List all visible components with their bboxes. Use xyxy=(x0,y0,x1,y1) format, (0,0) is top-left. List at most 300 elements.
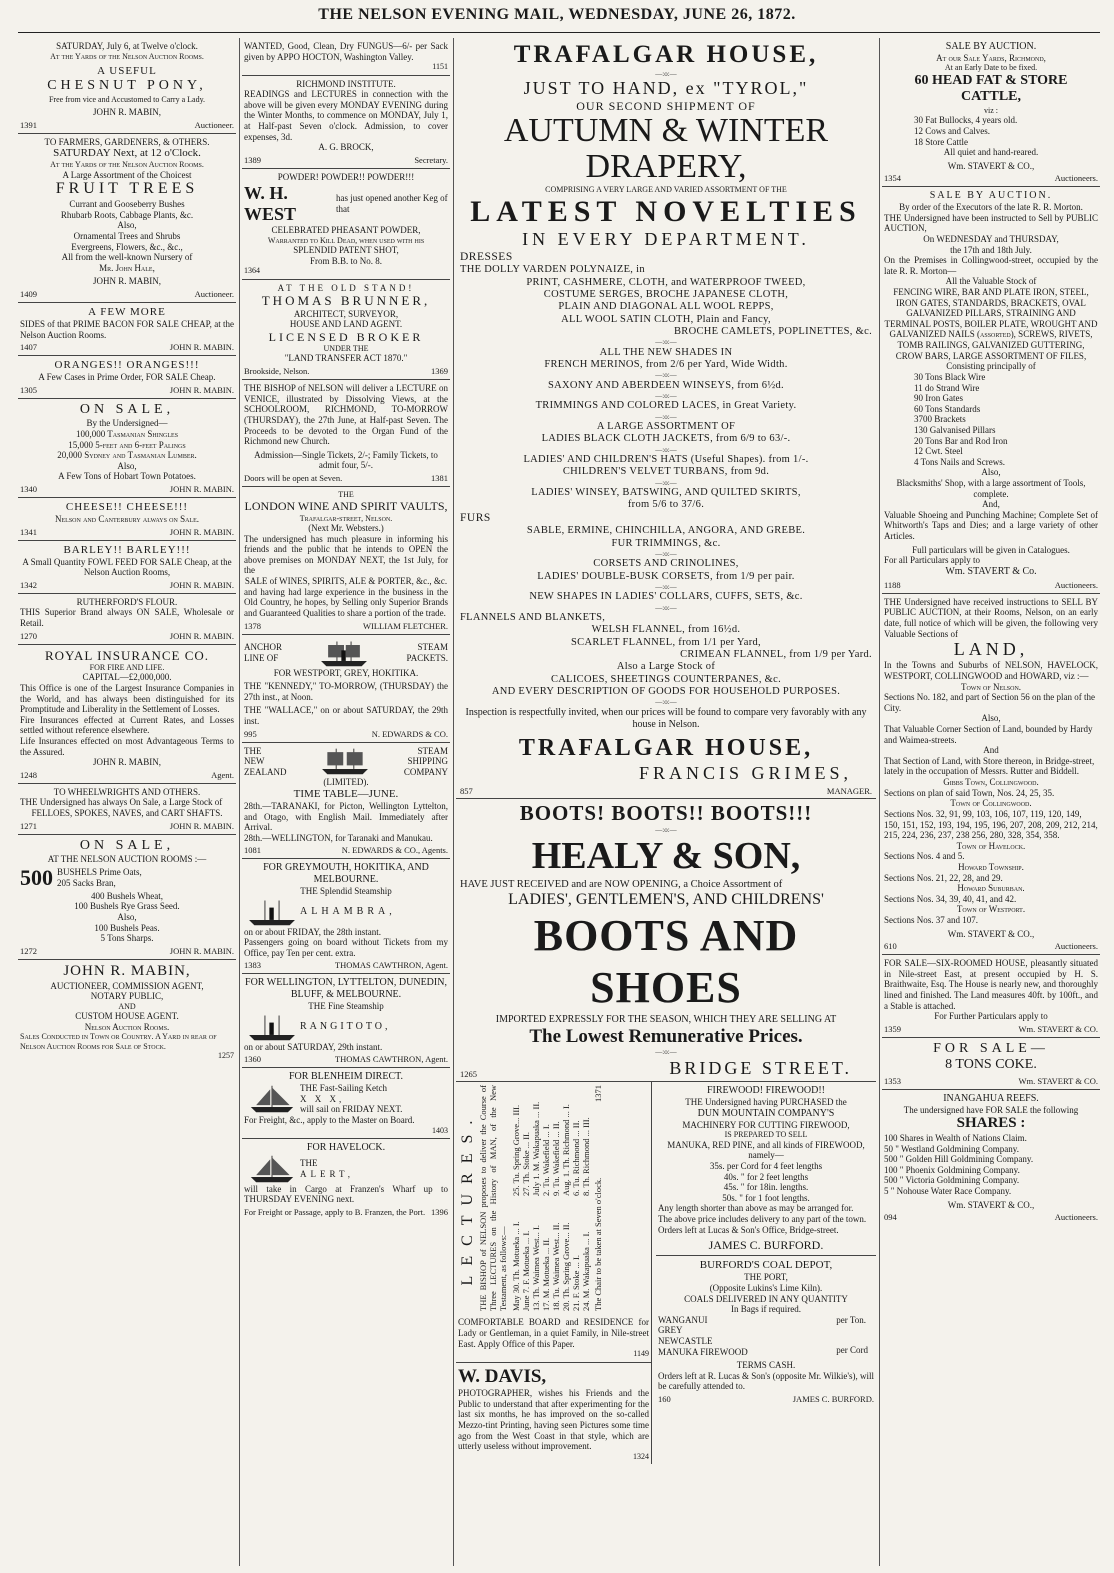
share-item: 500 " Victoria Goldmining Company. xyxy=(884,1175,1020,1186)
ad-line: LINE OF xyxy=(244,652,279,663)
share-item: 100 Shares in Wealth of Nations Claim. xyxy=(884,1133,1027,1144)
ad-number: 1257 xyxy=(218,1051,234,1061)
ad-line: Nelson Auction Rooms. xyxy=(84,1021,170,1032)
ad-number: 1364 xyxy=(244,266,260,276)
ad-line: Admission—Single Tickets, 2/-; Family Tickets, to admit four, 5/-. xyxy=(254,449,438,471)
ad-number: 1324 xyxy=(633,1451,649,1461)
ad-royal-insurance xyxy=(18,645,236,784)
price-line: 40s. " for 2 feet lengths xyxy=(723,1171,809,1182)
ad-body: Life Insurances effected on most Advantageous Terms to the Assured. xyxy=(20,736,234,757)
ad-line: IS PREPARED TO SELL xyxy=(724,1130,808,1140)
ad-line: Trafalgar-street, Nelson. xyxy=(299,513,393,523)
ad-body: Sales Conducted in Town or Country. A Yard in rear of Nelson Auction Rooms for Sale of Stock. xyxy=(20,1032,217,1051)
ad-fungus xyxy=(242,38,450,76)
ad-body: READINGS and LECTURES in connection with the above will be given every MONDAY EVENING during the Winter Months, to commence on MONDAY, July 1, at Half-past Seven o'clock. Admission, to cover expenses, 3d. xyxy=(244,89,448,142)
ad-line: Consisting principally of xyxy=(946,361,1036,372)
ad-cattle-auction xyxy=(882,38,1100,187)
ad-number: 1378 xyxy=(244,620,261,631)
ad-line: ALL WOOL SATIN CLOTH, Plain and Fancy, xyxy=(561,313,771,325)
ad-inangahua-reefs xyxy=(882,1090,1100,1225)
ad-number: 160 xyxy=(658,1394,671,1405)
ad-body: Fire Insurances effected at Current Rates, and Losses settled without reference elsewhere. xyxy=(20,714,234,736)
ad-line: AND xyxy=(118,1001,136,1011)
ad-head: INANGAHUA REEFS. xyxy=(943,1092,1039,1104)
ad-line: Sections Nos. 37 and 107. xyxy=(884,915,978,925)
ad-line: CHILDREN'S VELVET TURBANS, from 9d. xyxy=(562,466,770,478)
lecture-entry: 8. Th. Richmond ... III. xyxy=(581,1117,592,1197)
ad-signature: JOHN R. MABIN. xyxy=(169,342,234,353)
lecture-entry: June 7. F. Motueka ... I. xyxy=(520,1231,531,1312)
ad-line: "LAND TRANSFER ACT 1870." xyxy=(284,353,408,364)
ad-morton-auction xyxy=(882,187,1100,593)
lecture-list xyxy=(511,1085,591,1196)
ad-signature: WILLIAM FLETCHER. xyxy=(363,620,448,631)
ad-number: 094 xyxy=(884,1212,897,1223)
ad-line: THE PORT, xyxy=(744,1272,788,1283)
ad-line: OUR SECOND SHIPMENT OF xyxy=(576,98,756,113)
ad-bishop-lecture xyxy=(242,380,450,487)
ad-line: Sections Nos. 32, 91, 99, 103, 106, 107, 119, 120, 149, 150, 151, 152, 193, 194, 195, 196, 207, 208, 209, 212, 214, 215, 224, 236, 237, 238 256, 280, 328, 354, 358. xyxy=(884,808,1098,841)
ad-line: Sections No. 182, and part of Section 56 on the plan of the City. xyxy=(884,692,1095,713)
ad-signature: Wm. STAVERT & CO., xyxy=(947,1199,1035,1210)
lecture-entry: 20. Th. Spring Grove... II. xyxy=(561,1222,571,1312)
ad-line: CALICOES, SHEETINGS COUNTERPANES, &c. xyxy=(550,673,782,685)
ad-line: 15,000 5-feet and 6-feet Palings xyxy=(68,439,186,450)
lecture-entry: 21. F. Stoke ... I. xyxy=(571,1255,582,1312)
ad-wine-vaults xyxy=(242,487,450,635)
ad-number: 1389 xyxy=(244,154,261,165)
ad-signature: JAMES C. BURFORD. xyxy=(792,1394,874,1405)
ad-body: THE BISHOP of NELSON proposes to deliver the Course of Three LECTURES on the History of MAN, of the New Testament, as follows:— xyxy=(477,1085,508,1312)
ad-body: THE "KENNEDY," TO-MORROW, (THURSDAY) the 27th inst., at Noon. xyxy=(244,681,448,702)
ad-number: 1149 xyxy=(633,1349,649,1359)
steamship-icon xyxy=(244,1012,300,1042)
ad-line: FELLOES, SPOKES, NAVES, and CART SHAFTS. xyxy=(31,808,223,819)
separator: —:o:— xyxy=(655,1047,677,1056)
ad-line: NEW xyxy=(244,756,265,767)
ad-head: SALE BY AUCTION. xyxy=(945,41,1037,52)
ad-line: By the Undersigned— xyxy=(86,418,168,429)
ad-line: THE DOLLY VARDEN POLYNAIZE, in xyxy=(460,264,645,276)
ad-oats xyxy=(18,835,236,960)
ad-line: At our Sale Yards, Richmond, xyxy=(936,52,1046,63)
ad-body: Orders left at R. Lucas & Son's (opposite Mr. Wilkie's), will be carefully attended to. xyxy=(658,1370,874,1392)
ad-line: Also, xyxy=(117,460,137,471)
ad-number: 1081 xyxy=(244,845,261,856)
ad-line: The Chair to be taken at Seven o'clock. xyxy=(593,1178,604,1312)
ad-role: MANAGER. xyxy=(826,785,872,796)
ad-role: Auctioneers. xyxy=(1054,173,1098,184)
ad-line: FOR WESTPORT, GREY, HOKITIKA. xyxy=(273,667,419,678)
lecture-entry: May 30. Th. Motueka ... I. xyxy=(510,1221,521,1312)
ad-line: Rhubarb Roots, Cabbage Plants, &c. xyxy=(60,209,194,220)
ad-line: And, xyxy=(982,499,1000,510)
share-item: 500 " Golden Hill Goldmining Company. xyxy=(884,1154,1034,1165)
ad-line: the 17th and 18th July. xyxy=(950,244,1032,255)
ad-role: Agent. xyxy=(211,769,234,780)
ad-line: THE Fine Steamship xyxy=(308,1001,384,1012)
ad-line: STEAM xyxy=(417,641,448,652)
separator: —:o:— xyxy=(655,445,677,454)
ad-body: and having had large experience in the business in the Old Country, he hopes, by Selling only Superior Brands and Guaranteed Qualities to share a portion of the trade. xyxy=(244,586,448,618)
ad-body: Orders left at Lucas & Son's Office, Bridge-street. xyxy=(658,1224,839,1235)
ad-line: 205 Sacks Bran, xyxy=(57,877,116,888)
ad-line: COSTUME SERGES, BROCHE JAPANESE CLOTH, xyxy=(543,288,789,300)
ad-line: CELEBRATED PHEASANT POWDER, xyxy=(271,225,421,236)
ad-title: CHESNUT PONY, xyxy=(47,78,207,94)
ad-title: HEALY & SON, xyxy=(531,834,801,877)
ad-line: Gibbs Town, Collingwood. xyxy=(943,777,1039,788)
price-line: 35s. per Cord for 4 feet lengths xyxy=(709,1160,823,1171)
ship-name: RANGITOTO, xyxy=(300,1020,391,1032)
separator: —:o:— xyxy=(655,603,677,612)
ad-line: WELSH FLANNEL, from 16½d. xyxy=(591,624,741,636)
ad-head: A USEFUL xyxy=(97,65,157,78)
ad-powder xyxy=(242,169,450,280)
ad-coal-depot xyxy=(656,1256,876,1407)
masthead: THE NELSON EVENING MAIL, WEDNESDAY, JUNE 26, 1872. xyxy=(318,6,796,23)
ad-line: A Few Tons of Hobart Town Potatoes. xyxy=(58,471,196,482)
ad-line: MANUKA, RED PINE, and all kinds of FIREWOOD, namely— xyxy=(667,1139,865,1161)
ad-line: Also, xyxy=(981,713,1001,724)
ad-brunner xyxy=(242,280,450,380)
ad-signature: FRANCIS GRIMES, xyxy=(638,762,852,783)
ad-line: A LARGE ASSORTMENT OF xyxy=(596,420,736,432)
section-head: DRESSES xyxy=(460,250,513,263)
ad-line: Howard Township. xyxy=(958,861,1024,872)
ad-line: PRINT, CASHMERE, CLOTH, and WATERPROOF TWEED, xyxy=(526,276,806,288)
ad-signature: Wm. STAVERT & CO., xyxy=(947,160,1035,171)
ad-sub: FOR FIRE AND LIFE. xyxy=(89,662,165,672)
ad-line: 100 Bushels Rye Grass Seed. xyxy=(74,901,180,912)
ad-line: Evergreens, Flowers, &c., &c., xyxy=(71,241,183,252)
ad-line: Currant and Gooseberry Bushes xyxy=(69,199,185,210)
ad-head: FOR SALE— xyxy=(933,1040,1049,1056)
ad-firewood xyxy=(656,1082,876,1256)
ad-line: 18 Store Cattle xyxy=(914,136,968,147)
stock-item: 60 Tons Standards xyxy=(914,403,981,414)
ad-line: The undersigned have FOR SALE the following xyxy=(903,1104,1079,1115)
ship-name: ALERT, xyxy=(300,1168,355,1179)
ad-line: IMPORTED EXPRESSLY FOR THE SEASON, WHICH THEY ARE SELLING AT xyxy=(495,1013,837,1025)
ad-line: SABLE, ERMINE, CHINCHILLA, ANGORA, AND GREBE. xyxy=(526,525,806,537)
ad-number: 1369 xyxy=(431,366,448,377)
separator: —:o:— xyxy=(655,549,677,558)
ad-body: THE BISHOP of NELSON will deliver a LECTURE on VENICE, illustrated by Dissolving Views, at the SCHOOLROOM, RICHMOND, TO-MORROW (THURSDAY), the 27th June, at Half-past Seven. The Proceeds to be devoted to the Organ Fund of the Richmond new Church. xyxy=(244,383,448,447)
ad-title: LATEST NOVELTIES xyxy=(470,194,862,228)
ad-head: ON SALE, xyxy=(79,401,175,417)
ad-body: A Few Cases in Prime Order, FOR SALE Cheap. xyxy=(38,372,216,383)
ad-line: ANCHOR xyxy=(244,641,283,652)
separator: —:o:— xyxy=(655,338,677,347)
ad-line: THE xyxy=(338,489,354,499)
ad-line: TERMS CASH. xyxy=(736,1360,796,1371)
ad-line: BRIDGE STREET. xyxy=(669,1058,852,1079)
ad-line: on or about SATURDAY, 29th instant. xyxy=(244,1041,383,1052)
separator: —:o:— xyxy=(655,69,677,78)
lecture-entry: 27. Th. Stoke ... II. xyxy=(520,1132,531,1197)
price-line: 45s. " for 18in. lengths. xyxy=(723,1182,809,1193)
ad-chesnut-pony xyxy=(18,38,236,134)
price-line: 50s. " for 1 foot lengths. xyxy=(722,1192,810,1203)
ad-healy-boots xyxy=(456,799,876,1083)
ad-line: BUSHELS Prime Oats, xyxy=(57,867,142,878)
ad-head: RICHMOND INSTITUTE. xyxy=(296,78,396,89)
ad-line: That Section of Land, with Store thereon, in Bridge-street, lately in the occupation of Messrs. Rutter and Biddell. xyxy=(884,755,1095,777)
ad-number: 1151 xyxy=(432,62,448,72)
ad-head: FIREWOOD! FIREWOOD!! xyxy=(706,1085,826,1097)
ad-head: AT THE OLD STAND! xyxy=(277,282,415,293)
ad-body: 28th.—TARANAKI, for Picton, Wellington Lyttelton, and Otago, with English Mail. Immediately after Arrival. xyxy=(244,800,448,833)
ad-number: 1248 xyxy=(20,769,37,780)
ad-head: FOR HAVELOCK. xyxy=(306,1141,386,1153)
ad-head: TIME TABLE—JUNE. xyxy=(293,788,399,801)
ad-line: ARCHITECT, SURVEYOR, xyxy=(293,308,399,319)
ad-number: 1271 xyxy=(20,820,37,831)
ad-line: At an Early Date to be fixed. xyxy=(944,63,1038,73)
coal-item: MANUKA FIREWOOD xyxy=(658,1346,748,1357)
ad-head: FOR WELLINGTON, LYTTELTON, DUNEDIN, BLUFF, & MELBOURNE. xyxy=(245,977,447,1001)
ad-number: 1381 xyxy=(431,472,448,483)
lower-center-left xyxy=(456,1082,652,1464)
ad-nz-shipping xyxy=(242,743,450,860)
ad-bacon xyxy=(18,303,236,356)
ad-line: CRIMEAN FLANNEL, from 1/9 per Yard. xyxy=(680,648,872,660)
ad-line: COMPRISING A VERY LARGE AND VARIED ASSORTMENT OF THE xyxy=(545,184,787,194)
ad-body: Valuable Shoeing and Punching Machine; Complete Set of Whitworth's Taps and Dies; and a large variety of other Articles. xyxy=(884,509,1098,542)
ad-title: AUTUMN & WINTER DRAPERY, xyxy=(503,112,829,185)
ad-number: 1396 xyxy=(431,1207,448,1217)
ad-body: The above price includes delivery to any part of the town. xyxy=(658,1213,867,1224)
ad-line: 5 Tons Sharps. xyxy=(100,933,154,944)
ad-line: ALL THE NEW SHADES IN xyxy=(599,346,733,358)
ad-number: 857 xyxy=(460,785,473,796)
ad-number: 1341 xyxy=(20,526,37,537)
ad-barley xyxy=(18,541,236,594)
ad-line: MACHINERY FOR CUTTING FIREWOOD, xyxy=(682,1119,850,1130)
ad-title: W. DAVIS, xyxy=(458,1365,547,1387)
column-3 xyxy=(456,38,876,1568)
ad-line: 12 Cows and Calves. xyxy=(914,125,990,136)
ad-body: Passengers going on board without Tickets from my Office, pay Ten per cent. extra. xyxy=(244,937,448,958)
ad-body: This Office is one of the Largest Insurance Companies in the World, and has always been distinguished for its Promptitude and Liberality in the Settlement of Losses. xyxy=(20,682,234,715)
ad-line: The Lowest Remunerative Prices. xyxy=(529,1025,803,1047)
ad-line: LADIES' AND CHILDREN'S HATS (Useful Shapes). from 1/-. xyxy=(523,453,809,465)
steamship-icon xyxy=(244,897,300,927)
lecture-entry: 25. Tu. Spring Grove... III. xyxy=(510,1105,521,1197)
ad-number: 1305 xyxy=(20,384,37,395)
ad-role: Secretary. xyxy=(414,154,448,165)
ad-line: Also, xyxy=(981,467,1001,478)
separator: —:o:— xyxy=(655,698,677,707)
ad-desc: Free from vice and Accustomed to Carry a Lady. xyxy=(48,94,206,104)
ad-line: All from the well-known Nursery of xyxy=(61,252,193,263)
ad-number: 1403 xyxy=(432,1125,448,1135)
ad-signature: JOHN R. MABIN. xyxy=(169,945,234,956)
ad-body: THE Undersigned have received instructions to SELL BY PUBLIC AUCTION, at their Rooms, Nelson, on an early date, full notice of which will be given, the following very Valuable Sections of xyxy=(884,596,1098,639)
ad-line: PACKETS. xyxy=(406,652,448,663)
ad-title: 8 TONS COKE. xyxy=(945,1057,1037,1073)
ad-line: For all Particulars apply to xyxy=(884,555,980,566)
ad-title: THOMAS BRUNNER, xyxy=(261,293,431,309)
ad-line: STEAM xyxy=(417,745,448,756)
lower-center-right xyxy=(652,1082,876,1464)
ad-head: TO WHEELWRIGHTS AND OTHERS. xyxy=(53,786,201,797)
ad-line: AUCTIONEER, COMMISSION AGENT, xyxy=(50,980,204,991)
ad-line: FRENCH MERINOS, from 2/6 per Yard, Wide Width. xyxy=(544,359,788,371)
ad-line: THE Fast-Sailing Ketch xyxy=(300,1083,387,1094)
ad-number: 610 xyxy=(884,941,897,952)
ad-head: SALE BY AUCTION. xyxy=(929,190,1053,202)
ad-house-sale xyxy=(882,955,1100,1038)
ad-line: LADIES', GENTLEMEN'S, AND CHILDRENS' xyxy=(508,891,824,909)
ad-rangitoto xyxy=(242,974,450,1068)
separator: —:o:— xyxy=(655,412,677,421)
ad-line: THE xyxy=(300,1158,318,1169)
coal-item: NEWCASTLE xyxy=(658,1335,713,1346)
ad-place: AT THE NELSON AUCTION ROOMS :— xyxy=(47,854,207,865)
ad-number: 1354 xyxy=(884,173,901,184)
ad-role: Auctioneer. xyxy=(194,288,234,299)
ad-signature: JOHN R. MABIN, xyxy=(92,106,161,117)
ad-title: TRAFALGAR HOUSE, xyxy=(518,735,814,762)
share-list xyxy=(884,1133,1098,1197)
ad-number: 1270 xyxy=(20,630,37,641)
ad-place: At the Yards of the Nelson Auction Rooms. xyxy=(50,160,204,170)
ad-line: Sections on plan of said Town, Nos. 24, 25, 35. xyxy=(884,787,1055,798)
ad-lead: A Large Assortment of the Choicest xyxy=(62,169,192,180)
ad-wheelwrights xyxy=(18,784,236,835)
ad-trafalgar-house xyxy=(456,38,876,799)
ad-number: 995 xyxy=(244,728,257,739)
ad-line: TRIMMINGS AND COLORED LACES, in Great Variety. xyxy=(535,400,797,412)
ad-line: (Next Mr. Websters.) xyxy=(308,523,384,534)
ad-line: AND EVERY DESCRIPTION OF GOODS FOR HOUSEHOLD PURPOSES. xyxy=(491,686,841,698)
column-1 xyxy=(18,38,236,1568)
ad-line: LADIES' DOUBLE-BUSK CORSETS, from 1/9 per pair. xyxy=(537,570,795,582)
ad-body: FOR SALE—SIX-ROOMED HOUSE, pleasantly situated in Nile-street East, at present occupied by H. S. Braithwaite, Esq. The House is nearly new, and thoroughly lined and finished. The Land measures 40ft. by 100ft., and a Stable is attached. xyxy=(884,958,1098,1011)
ad-line: Town of Nelson. xyxy=(960,681,1022,692)
ad-line: In Bags if required. xyxy=(731,1304,801,1315)
ad-signature: JOHN R. MABIN. xyxy=(169,526,234,537)
section-head: FLANNELS AND BLANKETS, xyxy=(460,611,606,623)
stock-item: 4 Tons Nails and Screws. xyxy=(914,456,1005,467)
ad-line: HAVE JUST RECEIVED and are NOW OPENING, a Choice Assortment of xyxy=(460,878,783,890)
ad-line: Also a Large Stock of xyxy=(616,661,716,673)
stock-item: 12 Cwt. Steel xyxy=(914,446,963,457)
ad-head: POWDER! POWDER!! POWDER!!! xyxy=(277,171,415,182)
lecture-entry: 18. Tu. Waimea West... II. xyxy=(550,1222,561,1312)
ad-title: LECTURES. xyxy=(459,1111,476,1286)
section-head: FURS xyxy=(460,511,491,524)
lecture-entry: 13. Th. Waimea West... I. xyxy=(530,1225,541,1312)
ship-name: X X X, xyxy=(300,1093,345,1104)
lecture-entry: 9. Tu. Wakefield ... II. xyxy=(550,1121,561,1197)
ad-line: Town of Westport. xyxy=(956,904,1026,915)
ad-line: THE xyxy=(244,745,262,756)
ad-line: Blacksmiths' Shop, with a large assortment of Tools, complete. xyxy=(896,478,1086,499)
ad-line: will sail on FRIDAY NEXT. xyxy=(300,1104,403,1115)
ad-line: CORSETS AND CRINOLINES, xyxy=(593,558,739,570)
separator: —:o:— xyxy=(655,825,677,834)
ad-role: Auctioneers. xyxy=(1054,579,1098,590)
ad-line: LICENSED BROKER xyxy=(268,329,424,344)
ad-number: 1371 xyxy=(593,1085,604,1103)
ad-head: A FEW MORE xyxy=(88,305,166,318)
lower-center xyxy=(456,1082,876,1464)
ad-line: JUST TO HAND, ex "TYROL," xyxy=(523,77,809,98)
ad-oranges xyxy=(18,356,236,399)
ad-line: 20,000 Sydney and Tasmanian Lumber. xyxy=(57,450,197,461)
ad-line: And xyxy=(983,745,999,756)
lecture-entry: 6. Tu. Richmond ... II. xyxy=(571,1120,582,1197)
ad-head: ROYAL INSURANCE CO. xyxy=(44,647,210,663)
ad-line: UNDER THE xyxy=(323,344,369,354)
ad-head: BARLEY!! BARLEY!!! xyxy=(63,543,191,556)
ad-line: On WEDNESDAY and THURSDAY, xyxy=(923,234,1059,244)
ad-head: BURFORD'S COAL DEPOT, xyxy=(699,1259,833,1272)
ad-board-residence xyxy=(456,1314,652,1362)
ad-line: COALS DELIVERED IN ANY QUANTITY xyxy=(684,1293,848,1304)
ad-body: 28th.—WELLINGTON, for Taranaki and Manukau. xyxy=(244,832,433,843)
ad-line: LADIES' WINSEY, BATSWING, AND QUILTED SKIRTS, xyxy=(531,486,801,498)
ad-line: Sections Nos. 4 and 5. xyxy=(884,851,965,862)
coal-unit: per Cord xyxy=(836,1345,868,1356)
ad-body: On the Premises in Collingwood-street, occupied by the late R. R. Morton— xyxy=(884,255,1098,276)
ad-number: 1360 xyxy=(244,1054,261,1065)
ad-body: PHOTOGRAPHER, wishes his Friends and the Public to understand that after experimenting for the last six months, he has improved on the so-called Mezzo-tint Printing, having seen Pictures some time ago from the West Coast in that style, which are utterly useless without improvement. xyxy=(458,1388,649,1452)
ad-title: 60 HEAD FAT & STORE CATTLE, xyxy=(914,72,1068,105)
ad-line: LADIES BLACK CLOTH JACKETS, from 6/9 to 63/-. xyxy=(541,433,791,445)
ad-line: viz : xyxy=(984,105,998,115)
ad-line: COMPANY xyxy=(403,766,448,777)
ad-head: CHEESE!! CHEESE!!! xyxy=(65,500,189,513)
ad-blenheim xyxy=(242,1068,450,1139)
ad-line: has just opened another Keg of that xyxy=(335,193,448,214)
steamship-icon xyxy=(316,638,372,668)
lecture-entry: 24. M. Wakapuaka ... I. xyxy=(581,1232,592,1312)
ad-line: SHIPPING xyxy=(407,756,448,767)
stock-item: 130 Galvanised Pillars xyxy=(914,424,996,435)
sailing-ship-icon xyxy=(244,1154,300,1184)
stock-item: 30 Tons Black Wire xyxy=(914,371,986,382)
ad-davis-photographer xyxy=(456,1363,652,1465)
ad-coke-sale xyxy=(882,1038,1100,1090)
ad-line: HOUSE AND LAND AGENT. xyxy=(289,319,403,330)
ad-flour xyxy=(18,594,236,645)
ad-body: The undersigned has much pleasure in informing his friends and the public that he intends to OPEN the above premises on MONDAY NEXT, the 1st July, for the xyxy=(244,533,448,576)
ad-line: on or about FRIDAY, the 28th instant. xyxy=(244,926,382,937)
ad-place: At the Yards of the Nelson Auction Rooms. xyxy=(50,51,204,61)
ad-body: Inspection is respectfully invited, when our prices will be found to compare very favorably with any house in Nelson. xyxy=(465,706,867,730)
ad-line: SPLENDID PATENT SHOT, xyxy=(293,245,399,256)
stock-item: 90 Iron Gates xyxy=(914,393,963,404)
ad-role: Auctioneers. xyxy=(1054,941,1098,952)
ad-body: Any length shorter than above as may be arranged for. xyxy=(658,1203,854,1214)
ad-head: ORANGES!! ORANGES!!! xyxy=(54,359,200,372)
ad-line: ZEALAND xyxy=(244,766,287,777)
ad-role: Auctioneer. xyxy=(194,119,234,130)
ad-line: Doors will be open at Seven. xyxy=(244,472,343,483)
stock-item: 3700 Brackets xyxy=(914,414,966,425)
share-item: 5 " Nohouse Water Race Company. xyxy=(884,1186,1012,1197)
ad-line: Sections Nos. 34, 39, 40, 41, and 42. xyxy=(884,893,1017,904)
coal-item: GREY xyxy=(658,1325,683,1336)
ad-place: Brookside, Nelson. xyxy=(244,366,310,377)
ad-line: Also, xyxy=(117,912,137,923)
ad-body: THE "WALLACE," on or about SATURDAY, the 29th inst. xyxy=(244,705,448,726)
ad-line: SAXONY AND ABERDEEN WINSEYS, from 6½d. xyxy=(548,379,784,391)
